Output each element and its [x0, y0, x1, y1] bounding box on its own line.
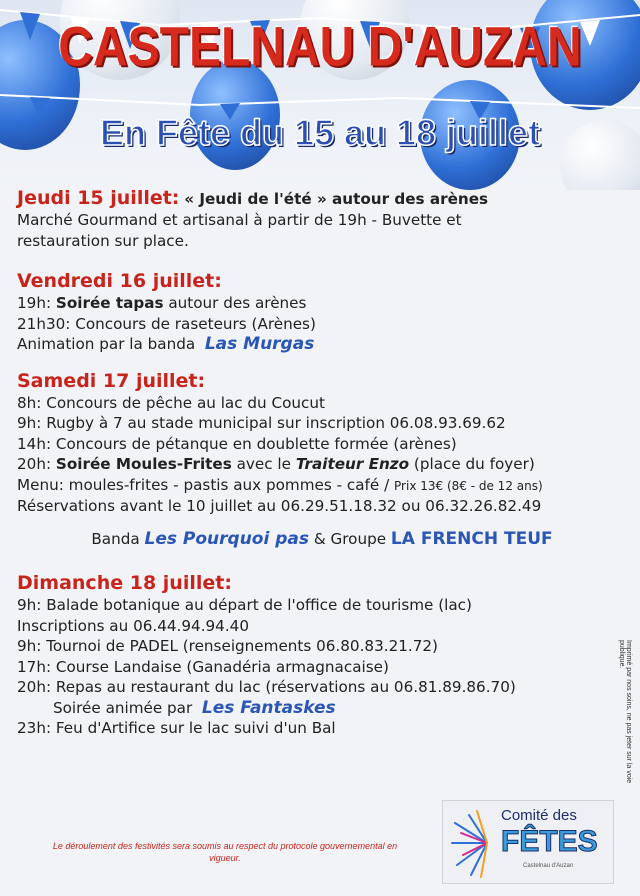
day-samedi — [17, 369, 627, 550]
program-line: 14h: Concours de pétanque en doublette formée (arènes) — [17, 434, 457, 453]
page-title: CASTELNAU D'AUZAN — [58, 16, 582, 78]
program-line: restauration sur place. — [17, 231, 189, 250]
band-connector: & Groupe — [313, 529, 387, 548]
program-line — [17, 454, 627, 475]
band-prefix: Banda — [91, 529, 140, 548]
firework-icon — [447, 803, 503, 883]
program-line: 23h: Feu d'Artifice sur le lac suivi d'un Bal — [17, 719, 336, 737]
band-name: Las Murgas — [204, 334, 315, 354]
program-line — [17, 334, 627, 355]
day-intro: « Jeudi de l'été » autour des arènes — [184, 190, 489, 208]
event-name: Soirée Moules-Frites — [55, 455, 232, 473]
day-jeudi — [17, 186, 627, 251]
band-name: Les Pourquoi pas — [144, 528, 309, 549]
page-subtitle: En Fête du 15 au 18 juillet — [99, 112, 541, 153]
program-line — [17, 698, 627, 719]
event-detail: autour des arènes — [168, 294, 307, 312]
event-detail: (place du foyer) — [413, 455, 535, 473]
day-title: Dimanche 18 juillet: — [17, 572, 232, 594]
program-line: 9h: Rugby à 7 au stade municipal sur inscription 06.08.93.69.62 — [17, 414, 506, 432]
day-title: Jeudi 15 juillet: — [17, 187, 180, 209]
event-time: 20h: — [17, 455, 52, 473]
program-line: 9h: Balade botanique au départ de l'office de tourisme (lac) — [17, 596, 472, 614]
event-detail: avec le — [236, 455, 291, 473]
event-detail: Soirée animée par — [53, 698, 193, 717]
program-line — [17, 475, 627, 497]
logo-line3: Castelnau d'Auzan — [523, 863, 574, 869]
event-time: 19h: — [17, 294, 52, 312]
print-notice: Imprimé par nos soins, ne pas jeter sur la voie publique. — [618, 640, 632, 784]
program-line: Marché Gourmand et artisanal à partir de 19h - Buvette et — [17, 211, 462, 229]
logo-line2: FÊTES — [501, 825, 598, 858]
covid-note: Le déroulement des festivités sera soumis au respect du protocole gouvernemental en vigueur. — [52, 841, 398, 863]
program-line: 21h30: Concours de raseteurs (Arènes) — [17, 314, 316, 333]
program-line: 9h: Tournoi de PADEL (renseignements 06.80.83.21.72) — [17, 637, 438, 655]
event-name: Soirée tapas — [55, 294, 164, 312]
band-line — [17, 529, 627, 550]
day-vendredi — [17, 269, 627, 355]
band-name: Les Fantaskes — [201, 697, 336, 718]
program-content — [17, 186, 627, 739]
group-name: LA FRENCH TEUF — [390, 528, 553, 549]
program-line: 8h: Concours de pêche au lac du Coucut — [17, 393, 325, 412]
program-line: Inscriptions au 06.44.94.94.40 — [17, 616, 250, 635]
day-title: Samedi 17 juillet: — [17, 369, 206, 392]
menu-text: Menu: moules-frites - pastis aux pommes - café / — [17, 475, 390, 494]
day-title: Vendredi 16 juillet: — [17, 270, 222, 292]
comite-des-fetes-logo — [442, 800, 614, 884]
caterer-name: Traiteur Enzo — [295, 455, 410, 473]
menu-price: Prix 13€ (8€ - de 12 ans) — [394, 478, 543, 493]
day-dimanche — [17, 571, 627, 739]
logo-line1: Comité des — [501, 807, 577, 824]
event-detail: Animation par la banda — [17, 335, 196, 353]
program-line: 17h: Course Landaise (Ganadéria armagnacaise) — [17, 657, 389, 676]
program-line — [17, 293, 627, 314]
program-line: 20h: Repas au restaurant du lac (réservations au 06.81.89.86.70) — [17, 678, 516, 696]
program-line: Réservations avant le 10 juillet au 06.29.51.18.32 ou 06.32.26.82.49 — [17, 497, 542, 515]
